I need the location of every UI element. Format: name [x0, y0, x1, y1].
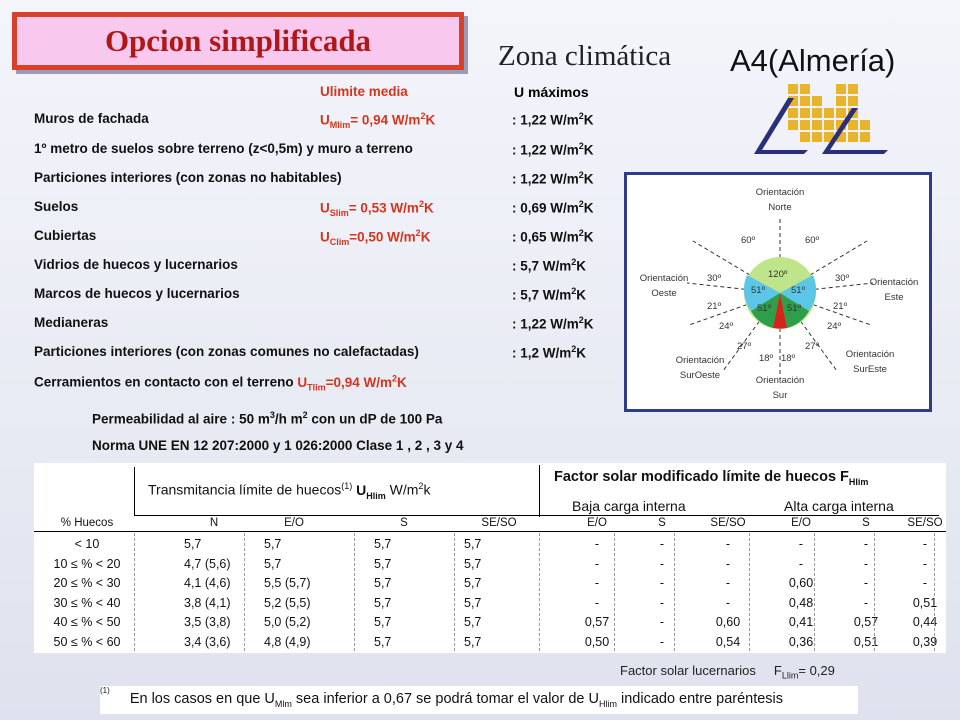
- table-cell: -: [725, 595, 731, 610]
- table-cell: -: [659, 576, 665, 590]
- column-divider: [934, 533, 935, 651]
- row-range: < 10: [74, 537, 100, 551]
- lucernarios: Factor solar lucernarios $F_{Llim}= 0,29$: [620, 663, 835, 681]
- umax-value: : 1,22 $W/m^2K$: [512, 111, 594, 128]
- table-cell: 5,7: [184, 537, 202, 551]
- row-label: Cubiertas: [34, 228, 97, 243]
- table-cell: 5,7: [374, 537, 392, 551]
- umax-value: : 0,69 $W/m^2K$: [512, 199, 594, 216]
- table-cell: 5,7: [374, 576, 392, 590]
- table-cell: -: [922, 576, 928, 590]
- table-cell: 5,7: [464, 556, 482, 571]
- row-label: Muros de fachada: [34, 111, 149, 126]
- table-cell: 0,48: [788, 595, 814, 610]
- table-cell: -: [725, 537, 731, 551]
- column-divider: [874, 533, 875, 651]
- zone-title: Zona climática: [498, 40, 672, 72]
- table-cell: 5,5 (5,7): [264, 576, 311, 590]
- table-cell: 3,4 (3,6): [184, 634, 231, 649]
- umax-value: : 1,22 $W/m^2K$: [512, 315, 594, 332]
- table-cell: 5,7: [374, 634, 392, 649]
- table-cell: 4,7 (5,6): [184, 556, 231, 571]
- table-cell: 5,7: [374, 556, 392, 571]
- row-range: 50 ≤ % < 60: [53, 634, 121, 649]
- row-range: 40 ≤ % < 50: [53, 615, 121, 629]
- label-oeste: Orientación Oeste: [639, 273, 689, 299]
- table-cell: 0,57: [584, 615, 610, 629]
- table-cell: -: [659, 634, 665, 649]
- column-divider: [244, 533, 245, 651]
- umax-value: : 0,65 $W/m^2K$: [512, 228, 594, 245]
- column-header: SE/SO: [481, 517, 517, 529]
- table-cell: -: [863, 537, 869, 551]
- table-cell: 5,7: [264, 556, 282, 571]
- column-divider: [539, 533, 540, 651]
- column-divider: [354, 533, 355, 651]
- label-norte: Orientación Norte: [755, 187, 805, 213]
- table-cell: 5,0 (5,2): [264, 615, 311, 629]
- column-header: E/O: [587, 517, 607, 529]
- footnote: $^{(1)}$ En los casos en que $U_{Mlm}$ sea inferior a 0,67 se podrá tomar el valor de $U_{Hlim}$ indicado entre paréntesis: [100, 686, 858, 714]
- umax-header: U máximos: [514, 84, 589, 100]
- table-cell: -: [659, 537, 665, 551]
- label-este: Orientación Este: [869, 277, 919, 303]
- row-range: 20 ≤ % < 30: [53, 576, 121, 590]
- umax-value: : 1,2 $W/m^2K$: [512, 344, 587, 361]
- table-cell: -: [725, 556, 731, 571]
- table-cell: -: [594, 537, 600, 551]
- ulim-value: $U_{Mlim}= 0,94$ $W/m^2K$: [320, 111, 436, 131]
- alta-label: Alta carga interna: [784, 498, 894, 514]
- column-divider: [749, 533, 750, 651]
- label-suroeste: Orientación SurOeste: [675, 355, 725, 381]
- table-cell: 5,7: [464, 537, 482, 551]
- row-label: Suelos: [34, 199, 79, 214]
- column-divider: [134, 533, 135, 651]
- column-divider: [454, 533, 455, 651]
- page-title: Opcion simplificada: [104, 23, 372, 58]
- label-sureste: Orientación SurEste: [845, 349, 895, 375]
- table-cell: 5,7: [464, 615, 482, 629]
- table-cell: 0,39: [912, 634, 938, 649]
- table-cell: -: [798, 537, 804, 551]
- table-cell: -: [863, 576, 869, 590]
- column-header: SE/SO: [907, 517, 943, 529]
- table-cell: 5,7: [464, 634, 482, 649]
- table-cell: 0,51: [912, 595, 938, 610]
- table-cell: 0,57: [853, 615, 879, 629]
- column-header: E/O: [284, 517, 304, 529]
- row-label: Particiones interiores (con zonas comunes no calefactadas): [34, 344, 419, 359]
- table-cell: 0,50: [584, 634, 610, 649]
- row-label: Vidrios de huecos y lucernarios: [34, 257, 238, 272]
- table-cell: 4,8 (4,9): [264, 634, 311, 649]
- table-title-left: Transmitancia límite de huecos$^{(1)}$ $U_{Hlim}$ $W/m^2k$: [148, 481, 431, 501]
- umax-value: : 1,22 $W/m^2K$: [512, 141, 594, 158]
- column-divider: [614, 533, 615, 651]
- table-cell: 5,7: [374, 595, 392, 610]
- ulim-value: $U_{Clim}=0,50$ $W/m^2K$: [320, 228, 431, 248]
- orientation-diagram: Orientación Norte Orientación Oeste Orientación Este Orientación SurOeste Orientación SurEste Orientación Sur 120º 60º 60º 30º 30º 51º 51º 51º 51º 21º 21º 24º 24º 27º 27º 18º 18º: [624, 172, 932, 412]
- table-cell: -: [922, 537, 928, 551]
- zone-name: A4(Almería): [730, 43, 896, 78]
- column-header: % Huecos: [60, 517, 114, 529]
- row-range: 30 ≤ % < 40: [53, 595, 121, 610]
- table-title-right: Factor solar modificado límite de huecos $F_{Hlim}$: [554, 469, 869, 487]
- umax-value: : 5,7 $W/m^2K$: [512, 257, 587, 274]
- table-cell: -: [863, 556, 869, 571]
- column-header: S: [400, 517, 408, 529]
- huecos-table: [34, 463, 946, 653]
- row-range: 10 ≤ % < 20: [53, 556, 121, 571]
- table-cell: 3,5 (3,8): [184, 615, 231, 629]
- table-cell: 5,2 (5,5): [264, 595, 311, 610]
- column-header: SE/SO: [710, 517, 746, 529]
- table-cell: 5,7: [264, 537, 282, 551]
- permeabilidad: Permeabilidad al aire : 50 $m^3/h$ $m^2$ con un dP de 100 Pa: [92, 410, 443, 427]
- table-cell: 0,51: [853, 634, 879, 649]
- column-header: S: [862, 517, 870, 529]
- table-cell: -: [659, 556, 665, 571]
- umax-value: : 5,7 $W/m^2K$: [512, 286, 587, 303]
- ulim-value: $U_{Slim}= 0,53$ $W/m^2K$: [320, 199, 434, 219]
- table-cell: -: [922, 556, 928, 571]
- logo: [748, 78, 898, 158]
- label-sur: Orientación Sur: [755, 375, 805, 401]
- table-cell: -: [863, 595, 869, 610]
- table-cell: 0,60: [788, 576, 814, 590]
- column-divider: [814, 533, 815, 651]
- table-cell: 0,54: [715, 634, 741, 649]
- table-cell: -: [659, 615, 665, 629]
- column-header: N: [209, 517, 219, 529]
- terreno-row: Cerramientos en contacto con el terreno $U_{Tlim}=0,94$ $W/m^2K$: [34, 373, 407, 393]
- row-label: Medianeras: [34, 315, 109, 330]
- table-cell: 5,7: [464, 576, 482, 590]
- table-cell: -: [594, 595, 600, 610]
- table-cell: 0,41: [788, 615, 814, 629]
- row-label: Marcos de huecos y lucernarios: [34, 286, 240, 301]
- table-cell: 5,7: [464, 595, 482, 610]
- ulimite-header: Ulimite media: [320, 84, 408, 99]
- column-header: E/O: [791, 517, 811, 529]
- table-cell: -: [798, 556, 804, 571]
- table-cell: 5,7: [374, 615, 392, 629]
- norma: Norma UNE EN 12 207:2000 y 1 026:2000 Clase 1 , 2 , 3 y 4: [92, 438, 464, 453]
- table-cell: -: [659, 595, 665, 610]
- table-cell: 3,8 (4,1): [184, 595, 231, 610]
- table-cell: -: [594, 556, 600, 571]
- table-cell: 0,60: [715, 615, 741, 629]
- row-label: 1º metro de suelos sobre terreno (z<0,5m) y muro a terreno: [34, 141, 413, 156]
- table-cell: 0,36: [788, 634, 814, 649]
- table-cell: 0,44: [912, 615, 938, 629]
- title-box: [12, 12, 464, 70]
- table-cell: -: [594, 576, 600, 590]
- baja-label: Baja carga interna: [572, 498, 686, 514]
- table-cell: -: [725, 576, 731, 590]
- row-label: Particiones interiores (con zonas no habitables): [34, 170, 342, 185]
- table-cell: 4,1 (4,6): [184, 576, 231, 590]
- umax-value: : 1,22 $W/m^2K$: [512, 170, 594, 187]
- column-header: S: [658, 517, 666, 529]
- column-divider: [674, 533, 675, 651]
